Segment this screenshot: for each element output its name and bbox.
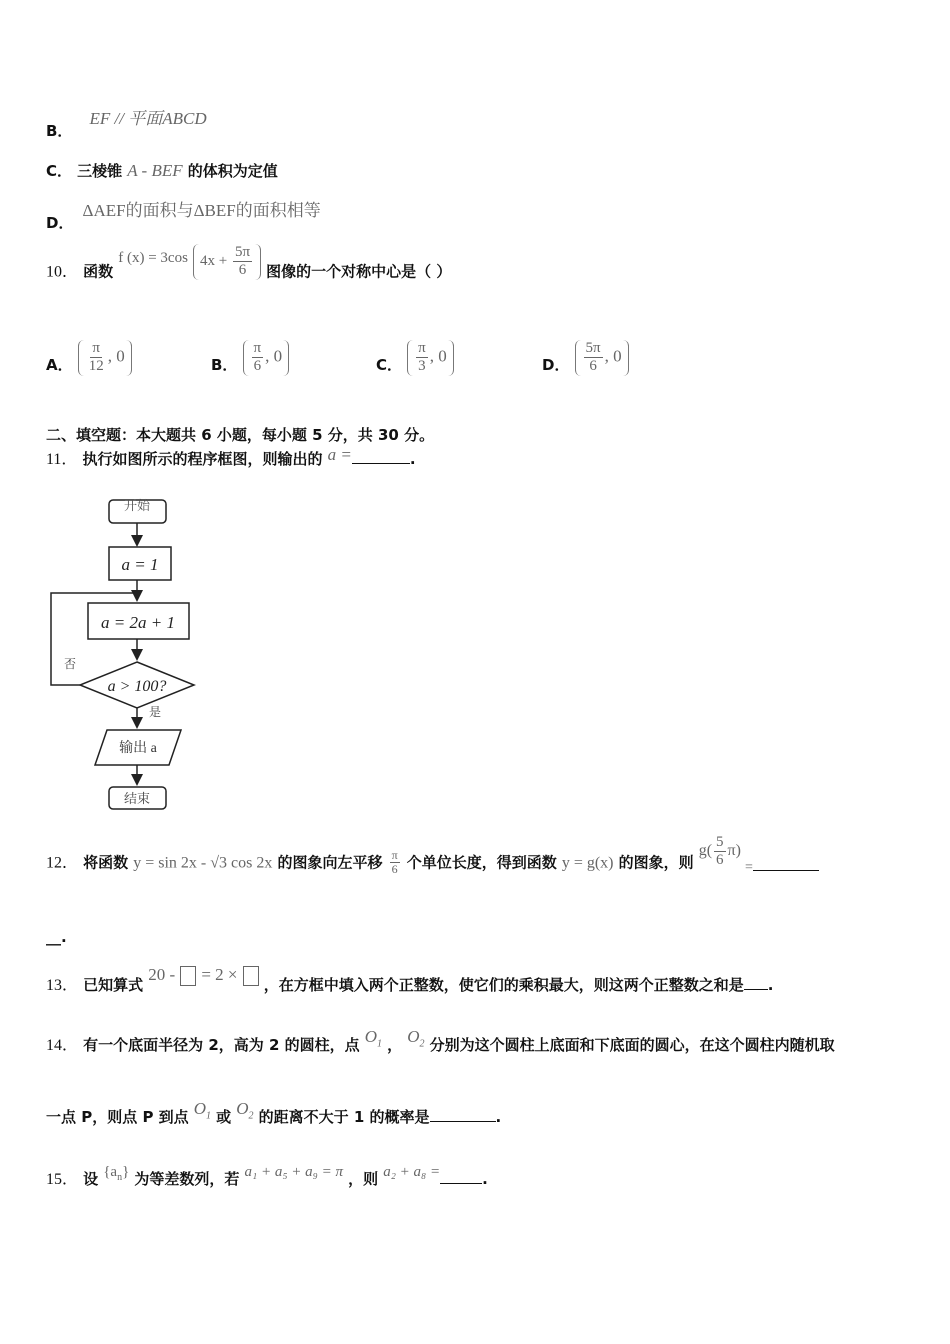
math-left: 20 - (148, 965, 176, 984)
q11-stem (46, 446, 416, 469)
question-text: 图像的一个对称中心是（ ） (266, 262, 452, 281)
option-label: A． (46, 356, 73, 375)
section-heading: 二、填空题：本大题共 6 小题，每小题 5 分，共 30 分。 (46, 426, 435, 444)
question-text: 个单位长度，得到函数 (406, 853, 557, 872)
q9-option-b (46, 104, 207, 140)
answer-blank (430, 1107, 496, 1122)
question-text: ，在方框中填入两个正整数，使它们的乘积最大，则这两个正整数之和是 (263, 976, 744, 994)
option-label: B． (211, 356, 238, 375)
answer-blank (440, 1169, 482, 1184)
option-label: D． (46, 214, 74, 232)
g-fraction (714, 834, 726, 870)
option-d (542, 340, 629, 376)
question-text: 函数 (83, 262, 114, 281)
numerator: 5 (714, 834, 726, 852)
answer-blank (744, 975, 768, 990)
q9-option-d (46, 196, 321, 232)
point-subscript: 1 (377, 1038, 383, 1050)
comma: ， (387, 1036, 403, 1054)
point-o2 (236, 1099, 254, 1122)
question-text: ，则 (348, 1170, 379, 1188)
question-number: 11． (46, 451, 78, 468)
q12-tail: __. (46, 928, 67, 946)
point-rest: , 0 (604, 346, 622, 366)
sequence-subscript: n (117, 1172, 123, 1183)
denominator: 6 (589, 358, 597, 375)
equals-sign: = (744, 860, 753, 876)
point-subscript: 2 (248, 1110, 254, 1122)
flow-init-text: a = 1 (121, 555, 159, 574)
point-o2 (407, 1027, 425, 1050)
question-text: 将函数 (83, 853, 129, 872)
question-text: 的图象，则 (618, 853, 694, 872)
q14-line2 (46, 1098, 502, 1126)
numerator: π (90, 340, 102, 358)
numerator: 5π (584, 340, 603, 358)
q9-option-c (46, 160, 278, 181)
flow-output-text: 输出 a (119, 741, 157, 756)
question-text: 的距离不大于 1 的概率是 (258, 1108, 430, 1126)
question-text: 执行如图所示的程序框图，则输出的 (82, 450, 323, 468)
flow-condition-text: a > 100? (107, 678, 167, 695)
fraction (87, 340, 106, 376)
option-label: D． (542, 356, 570, 375)
sequence-open: {a (103, 1164, 118, 1180)
option-label: B． (46, 122, 73, 140)
denominator: 12 (88, 358, 104, 375)
function-argument (193, 244, 261, 280)
numerator: π (252, 340, 264, 358)
option-point (243, 340, 290, 376)
point-letter: O (236, 1099, 249, 1118)
option-c (376, 340, 454, 376)
numerator: 5π (233, 244, 252, 262)
question-number: 12． (46, 854, 79, 872)
condition-math: a₁ + a₅ + a₉ = π (244, 1164, 344, 1180)
flow-start-text: 开始 (123, 498, 151, 513)
denominator: 6 (253, 358, 262, 375)
point-subscript: 2 (419, 1038, 425, 1050)
question-end: . (495, 1108, 502, 1126)
question-text: 设 (83, 1170, 99, 1188)
function-lhs: f (x) = 3cos (118, 250, 188, 267)
flow-update-text: a = 2a + 1 (101, 613, 175, 632)
point-letter: O (407, 1027, 420, 1046)
empty-box (243, 966, 259, 986)
question-end: . (482, 1170, 488, 1188)
q13-stem (46, 962, 774, 994)
denominator: 6 (391, 862, 398, 877)
question-number: 10． (46, 263, 79, 281)
option-point (407, 340, 454, 376)
point-o1 (193, 1099, 212, 1122)
g-eval-post: π) (727, 842, 741, 860)
question-text: 已知算式 (83, 976, 144, 994)
function-math: y = sin 2x - √3 cos 2x (133, 854, 273, 872)
question-text: 一点 P，则点 P 到点 (46, 1108, 189, 1126)
flowchart (40, 490, 210, 820)
argument-text: 4x + (200, 253, 228, 270)
option-label: C． (376, 356, 403, 375)
g-function-math: y = g(x) (561, 854, 614, 872)
sequence-math (103, 1164, 130, 1183)
math-right: = 2 × (201, 965, 238, 984)
q12-stem (46, 834, 819, 882)
question-text: 为等差数列，若 (134, 1170, 240, 1188)
option-text: 三棱锥 (77, 162, 123, 180)
g-eval (698, 834, 745, 869)
point-letter: O (193, 1099, 207, 1118)
shift-fraction (390, 849, 400, 878)
numerator: π (416, 340, 428, 358)
question-end: . (767, 976, 774, 994)
question-text: 的图象向左平移 (277, 853, 383, 872)
point-subscript: 1 (206, 1110, 212, 1122)
option-text: 的体积为定值 (187, 162, 278, 180)
flow-no-label: 否 (63, 657, 77, 671)
option-math: ΔAEF的面积与ΔBEF的面积相等 (82, 201, 321, 220)
option-math: EF // 平面ABCD (89, 109, 207, 128)
q14-line1 (46, 1024, 835, 1054)
denominator: 6 (716, 852, 724, 869)
numerator: π (391, 847, 398, 862)
point-rest: , 0 (429, 346, 447, 366)
question-end: . (409, 450, 416, 468)
q10-options (46, 340, 746, 390)
question-math: a = (327, 445, 352, 464)
answer-blank (352, 449, 410, 464)
option-point (78, 340, 132, 376)
flow-end-text: 结束 (123, 791, 151, 806)
option-label: C． (46, 162, 73, 180)
sequence-close: } (122, 1164, 130, 1180)
point-rest: , 0 (107, 346, 125, 366)
answer-blank (753, 856, 819, 871)
fraction (416, 340, 428, 376)
empty-box (180, 966, 196, 986)
point-rest: , 0 (265, 346, 283, 366)
question-number: 15． (46, 1171, 79, 1188)
question-text: 有一个底面半径为 2，高为 2 的圆柱，点 (83, 1036, 360, 1054)
denominator: 3 (418, 358, 426, 375)
point-letter: O (364, 1027, 378, 1046)
fraction (233, 244, 252, 280)
option-math: A - BEF (127, 161, 183, 180)
fraction (584, 340, 603, 376)
g-eval-pre: g( (698, 842, 713, 860)
fraction (252, 340, 264, 376)
option-point (575, 340, 629, 376)
question-text: 分别为这个圆柱上底面和下底面的圆心，在这个圆柱内随机取 (429, 1036, 835, 1054)
denominator: 6 (238, 262, 247, 279)
flow-yes-label: 是 (148, 705, 162, 719)
point-o1 (364, 1027, 383, 1050)
question-text: 或 (216, 1108, 232, 1126)
question-number: 14． (46, 1037, 79, 1054)
ask-math: a₂ + a₈ = (383, 1164, 441, 1180)
question-number: 13． (46, 977, 79, 994)
q15-stem (46, 1158, 488, 1188)
option-b (211, 340, 289, 376)
option-a (46, 340, 132, 376)
